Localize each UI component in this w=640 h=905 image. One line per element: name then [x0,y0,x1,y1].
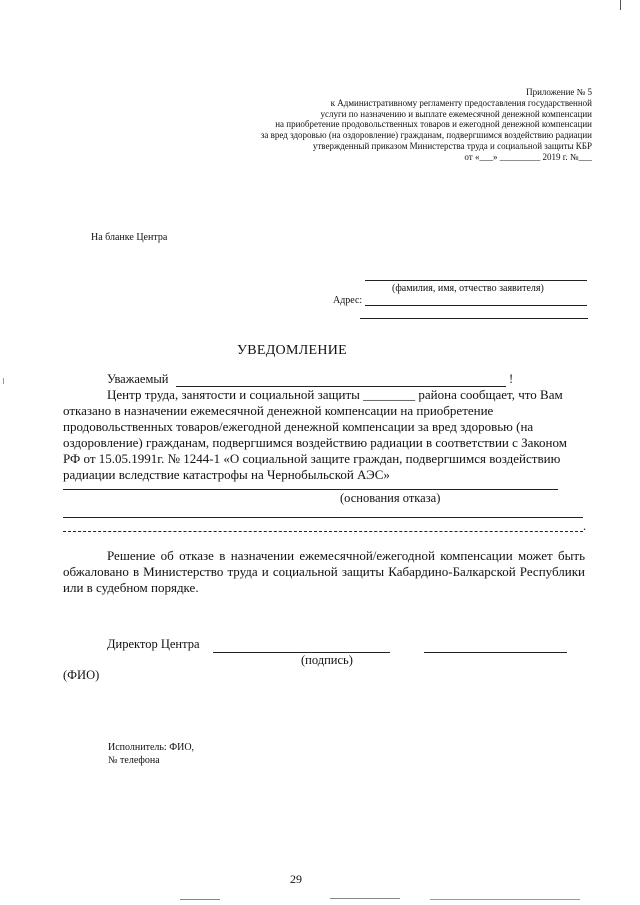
header-order-date: от «___» _________ 2019 г. №___ [464,152,592,162]
signature-label: Директор Центра [107,637,200,651]
salutation-label: Уважаемый [107,372,169,386]
executor-phone: № телефона [108,755,160,766]
document-title: УВЕДОМЛЕНИЕ [237,343,348,358]
scan-mark [620,0,621,10]
appeal-text: Решение об отказе в назначении ежемесячной/ежегодной компенсации может быть обжаловано в Министерство труда и социальной защиты Кабардино-Балкарской Республики или в судебном порядке. [63,548,585,595]
applicant-name-caption: (фамилия, имя, отчество заявителя) [392,283,544,294]
address-line [365,305,587,306]
refusal-reason-line [63,489,558,490]
refusal-reason-line-3 [63,531,583,532]
refusal-caption: (основания отказа) [340,491,441,505]
address-label: Адрес: [333,295,363,306]
scan-edge-line [180,899,220,900]
header-line: за вред здоровью (на оздоровление) гражданам, подвергшимся воздействию радиации [260,130,592,140]
letterhead-note: На бланке Центра [91,232,168,243]
notice-body: Центр труда, занятости и социальной защиты ________ района сообщает, что Вам отказано в назначении ежемесячной денежной компенсации на приобретение продовольственных товаров/ежегодной денежной компенсации за вред здоровью (на оздоровление) гражданам, подвергшимся воздействию радиации в соответствии с Законом РФ от 15.05.1991г. № 1244-1 «О социальной защите граждан, подвергшимся воздействию радиации вследствие катастрофы на Чернобыльской АЭС» [63,387,567,482]
salutation-end: ! [509,372,514,386]
header-line: к Административному регламенту предоставления государственной [330,98,592,108]
fio-line [424,652,567,653]
header-line: утвержденный приказом Министерства труда и социальной защиты КБР [312,141,592,151]
refusal-end: . [583,519,587,533]
scan-edge-line [330,898,400,899]
executor-name: Исполнитель: ФИО, [108,742,195,753]
header-line: на приобретение продовольственных товаров и ежегодной денежной компенсации [275,119,592,129]
fio-caption: (ФИО) [63,668,100,682]
page-number: 29 [290,872,302,886]
appendix-number: Приложение № 5 [526,87,592,97]
scan-mark [3,378,4,384]
applicant-name-line [365,280,587,281]
address-line-2 [360,318,588,319]
header-line: услуги по назначению и выплате ежемесячной денежной компенсации [320,109,592,119]
signature-caption: (подпись) [301,653,353,667]
scan-edge-line [430,899,580,900]
refusal-reason-line-2 [63,517,583,518]
